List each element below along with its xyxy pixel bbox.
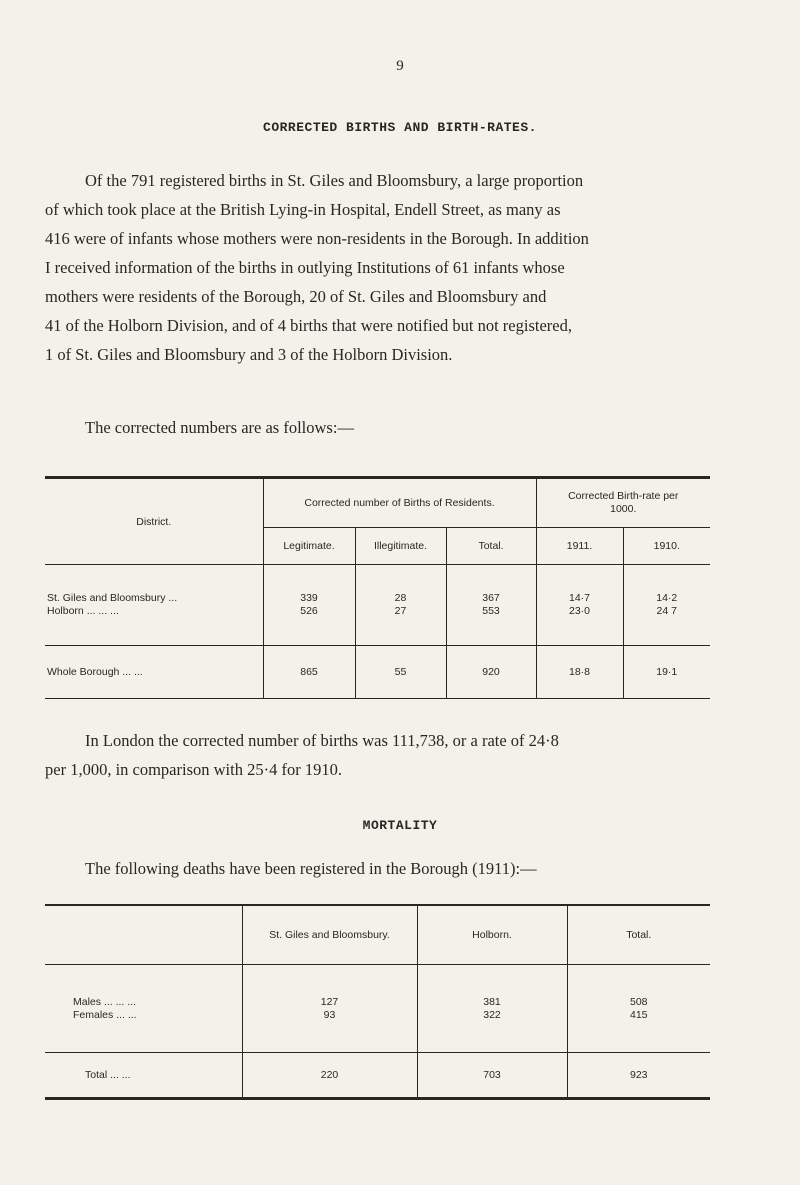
table-cell: 381 [483,995,501,1008]
district-name: Holborn ... ... ... [47,605,119,617]
table-cell: 220 [242,1053,417,1099]
table-cell: 703 [417,1053,567,1099]
district-name: St. Giles and Bloomsbury ... [47,592,178,604]
illegitimate-values [355,565,446,646]
table-cell: 865 [263,646,355,699]
rate-1911-values [536,565,623,646]
rate-1910-values [623,565,710,646]
table-cell: 367 [482,592,500,604]
total-row-label: Total ... ... [45,1053,242,1099]
section-heading-births: CORRECTED BIRTHS AND BIRTH-RATES. [263,120,537,135]
table-cell: 19·1 [623,646,710,699]
lead-in-text: The corrected numbers are as follows:— [85,418,354,437]
blank-header [45,905,242,965]
births-intro-paragraph [45,166,755,369]
year-1911-header: 1911. [536,528,623,565]
table-cell: 526 [300,605,318,617]
london-paragraph [45,726,755,784]
intro-line: I received information of the births in outlying Institutions of 61 infants whose [45,258,565,277]
whole-borough-label: Whole Borough ... ... [45,646,263,699]
row-label: Females ... ... [73,1008,137,1021]
illegitimate-header: Illegitimate. [355,528,446,565]
table-cell: 923 [567,1053,710,1099]
table-cell: 508 [629,995,648,1008]
table-cell: 24 7 [656,605,677,617]
page-number: 9 [396,58,404,74]
mortality-lead-in [45,854,755,883]
legitimate-values [263,565,355,646]
legitimate-header: Legitimate. [263,528,355,565]
rate-group-header [536,478,710,528]
intro-line: Of the 791 registered births in St. Giles and Bloomsbury, a large proportion [85,171,584,190]
table-cell: 14·2 [656,592,678,604]
table-cell: 415 [629,1008,648,1021]
district-header: District. [136,515,172,528]
table-cell: 93 [323,1008,336,1021]
table-cell: 553 [482,605,500,617]
intro-line: mothers were residents of the Borough, 20 of St. Giles and Bloomsbury and [45,287,547,306]
holborn-header: Holborn. [417,905,567,965]
row-label: Males ... ... ... [73,995,137,1008]
intro-line: 41 of the Holborn Division, and of 4 births that were notified but not registered, [45,316,572,335]
table-cell: 55 [355,646,446,699]
lead-in-text: The following deaths have been registered in the Borough (1911):— [85,859,537,878]
table-cell: 322 [483,1008,501,1021]
table-cell: 920 [446,646,536,699]
intro-line: of which took place at the British Lying-in Hospital, Endell Street, as many as [45,200,561,219]
rate-group-header-text: Corrected Birth-rate per 1000. [568,490,679,515]
stgiles-values [242,965,417,1053]
intro-line: 416 were of infants whose mothers were non-residents in the Borough. In addition [45,229,589,248]
sex-labels [45,965,242,1053]
table-cell: 23·0 [568,605,590,617]
section-heading-mortality: MORTALITY [362,818,438,833]
table-cell: 28 [394,592,407,604]
stgiles-header: St. Giles and Bloomsbury. [242,905,417,965]
table-cell: 339 [300,592,318,604]
year-1910-header: 1910. [623,528,710,565]
table-cell: 127 [320,995,339,1008]
intro-line: 1 of St. Giles and Bloomsbury and 3 of the Holborn Division. [45,345,453,364]
table-cell: 27 [394,605,407,617]
total-values [567,965,710,1053]
table-cell: 18·8 [536,646,623,699]
london-line: per 1,000, in comparison with 25·4 for 1910. [45,760,342,779]
london-line: In London the corrected number of births was 111,738, or a rate of 24·8 [85,731,559,750]
deaths-table [45,904,710,1100]
holborn-values [417,965,567,1053]
births-group-header: Corrected number of Births of Residents. [263,478,536,528]
table-cell: 14·7 [568,592,590,604]
births-table [45,476,710,699]
total-header: Total. [446,528,536,565]
births-lead-in [45,413,755,442]
district-names [45,565,263,646]
total-header: Total. [567,905,710,965]
total-values [446,565,536,646]
